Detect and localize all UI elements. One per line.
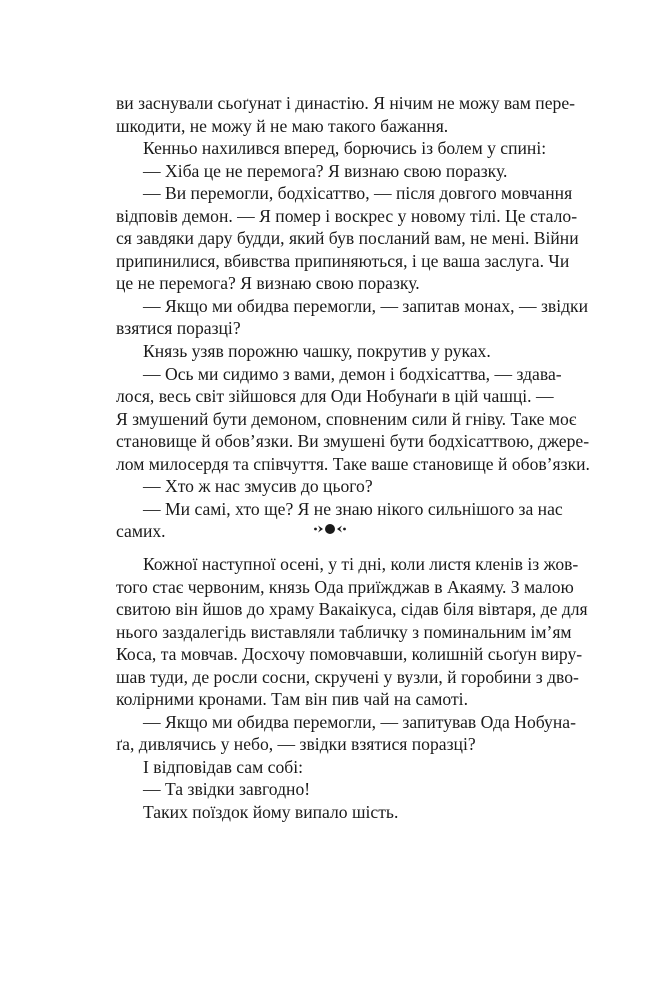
- text-line: Кожної наступної осені, у ті дні, коли листя кленів із жов-: [143, 554, 579, 574]
- text-line: відповів демон. — Я помер і воскрес у новому тілі. Це стало-: [116, 205, 578, 226]
- text-block-dialogue: [116, 92, 590, 543]
- text-line: — Ось ми сидимо з вами, демон і бодхісаттва, — здава-: [143, 363, 562, 384]
- text-line: І відповідав сам собі:: [143, 756, 303, 777]
- section-divider-ornament-icon: [0, 522, 660, 544]
- text-line: — Хіба це не перемога? Я визнаю свою поразку.: [143, 160, 508, 181]
- text-line: припинилися, вбивства припиняються, і це ваша заслуга. Чи: [116, 250, 570, 271]
- text-line: взятися поразці?: [116, 318, 241, 339]
- text-line: — Ви перемогли, бодхісаттво, — після довгого мовчання: [143, 183, 573, 204]
- text-line: ся завдяки дару будди, який був посланий вам, не мені. Війни: [116, 228, 579, 249]
- text-line: лося, весь світ зійшовся для Оди Нобунаґи в цій чашці. —: [116, 386, 554, 407]
- text-line: шкодити, не можу й не маю такого бажання.: [116, 115, 449, 136]
- ornament-glyph: [313, 522, 347, 536]
- text-line: Я змушений бути демоном, сповненим сили й гніву. Таке моє: [116, 408, 577, 429]
- text-line: становище й обов’язки. Ви змушені бути бодхісаттвою, джере-: [116, 431, 590, 452]
- text-line: — Якщо ми обидва перемогли, — запитав монах, — звідки: [143, 295, 589, 316]
- text-line: нього заздалегідь виставляли табличку з поминальним ім’ям: [116, 621, 572, 642]
- text-line: колірними кронами. Там він пив чай на самоті.: [116, 689, 468, 710]
- text-line: ви заснували сьоґунат і династію. Я нічим не можу вам пере-: [116, 93, 576, 113]
- text-line: шав туди, де росли сосни, скручені у вузли, й горобини з дво-: [116, 666, 579, 687]
- text-line: ґа, дивлячись у небо, — звідки взятися поразці?: [116, 734, 476, 755]
- text-line: Князь узяв порожню чашку, покрутив у руках.: [143, 341, 491, 362]
- text-line: — Ми самі, хто ще? Я не знаю нікого сильнішого за нас: [143, 498, 563, 519]
- text-line: Таких поїздок йому випало шість.: [143, 802, 399, 823]
- text-line: це не перемога? Я визнаю свою поразку.: [116, 273, 420, 294]
- text-line: самих.: [116, 521, 166, 542]
- text-line: — Якщо ми обидва перемогли, — запитував Ода Нобуна-: [143, 711, 576, 732]
- text-block-epilogue: [116, 553, 588, 824]
- text-line: — Хто ж нас змусив до цього?: [143, 476, 373, 497]
- text-line: — Та звідки завгодно!: [143, 779, 311, 800]
- text-line: Коса, та мовчав. Досхочу помовчавши, колишній сьоґун виру-: [116, 644, 583, 665]
- text-line: свитою він йшов до храму Вакаікуса, сідав біля вівтаря, де для: [116, 599, 588, 620]
- text-line: лом милосердя та співчуття. Таке ваше становище й обов’язки.: [116, 453, 590, 474]
- text-line: Кенньо нахилився вперед, борючись із болем у спині:: [143, 138, 547, 159]
- text-line: того стає червоним, князь Ода приїжджав в Акаяму. З малою: [116, 576, 574, 597]
